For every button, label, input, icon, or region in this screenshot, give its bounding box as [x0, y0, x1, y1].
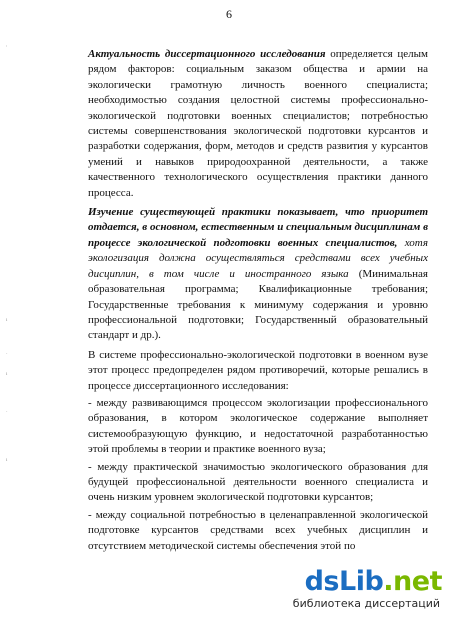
margin-mark: ı [6, 458, 8, 463]
document-body [88, 47, 428, 554]
list-item: - между практической значимостью экологического образования для будущей профессиональной деятельности военного специалиста и очень низким уровнем экологической подготовки курсантов; [88, 460, 428, 504]
margin-mark: ' [6, 46, 7, 51]
margin-mark: ı [6, 372, 8, 377]
list-item: - между развивающимся процессом экологизации профессионального образования, в котором экологическое содержание выполняет системообразующую функцию, и недостаточной разработанностью этой проблемы в теории и практике военного вуза; [88, 396, 428, 456]
list-item: - между социальной потребностью в целенаправленной экологической подготовке курсантов средствами всех учебных дисциплин и отсутствием методической системы обеспечения этой по [88, 508, 428, 552]
page-number: 6 [226, 7, 232, 21]
dslib-logo: dsLib.net [304, 566, 442, 597]
relevance-text: определяется целым рядом факторов: социальным заказом общества и армии на экологически грамотную личность военного специалиста; необходимостью создания целостной системы профессионально-экологической подготовки военных специалистов; потребностью системы совершенствования экологической подготовки курсантов и разработки содержания, форм, методов и средств развития у курсантов умений и навыков природоохранной деятельности, а также качественного технологического осуществления практики данного процесса. [88, 48, 429, 199]
dslib-tagline: библиотека диссертаций [292, 597, 440, 610]
practice-bold-italic: Изучение существующей практики показывает, что приоритет отдается, в основном, естественным и специальным дисциплинам в процессе экологической подготовки военных специалистов, [88, 206, 428, 249]
paragraph-relevance [88, 47, 428, 201]
paragraph-contradictions: В системе профессионально-экологической подготовки в военном вузе этот процесс предопределен рядом противоречий, которые решались в процессе диссертационного исследования: [88, 348, 428, 392]
margin-mark: · [6, 410, 8, 415]
practice-italic: хотя экологизация должна осуществляться средствами всех учебных дисциплин, в том числе и иностранного языка [88, 236, 429, 280]
paragraph-practice [88, 205, 428, 344]
dslib-watermark [264, 567, 442, 613]
relevance-lead: Актуальность диссертационного исследования [88, 48, 326, 60]
practice-text: (Минимальная образовательная программа; Квалификационные требования; Государственные требования к минимуму содержания и уровню профессиональной подготовки; Государственный образовательный стандарт и др.). [88, 267, 428, 342]
margin-mark: · [6, 352, 8, 357]
margin-mark: ı [6, 318, 8, 323]
